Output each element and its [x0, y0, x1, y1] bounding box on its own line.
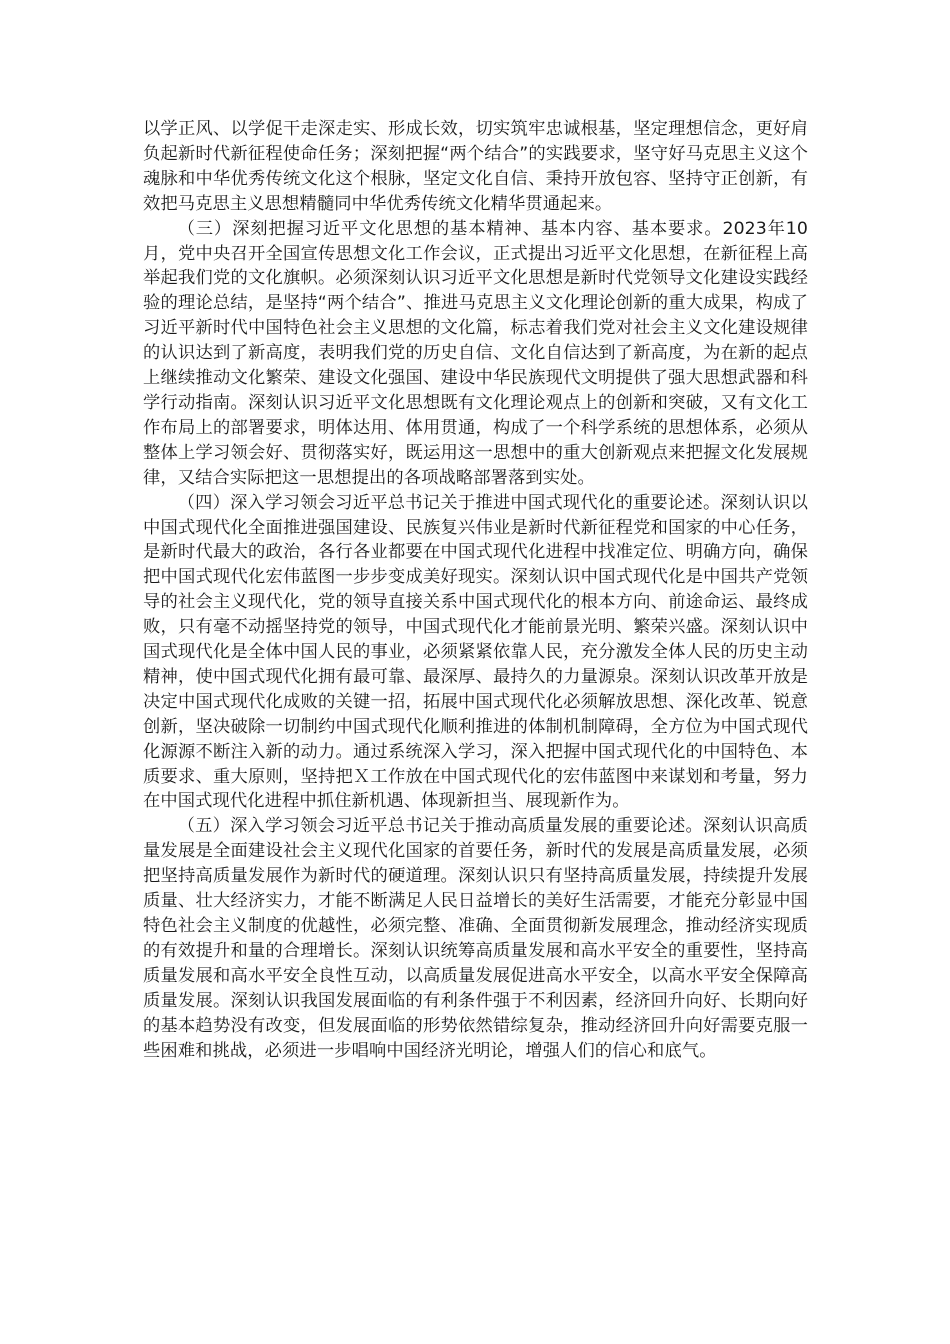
paragraph-continuation: 以学正风、以学促干走深走实、形成长效，切实筑牢忠诚根基，坚定理想信念，更好肩负起新时代新征程使命任务；深刻把握“两个结合”的实践要求，坚守好马克思主义这个魂脉和中华优秀传统文化这个根脉，坚定文化自信、秉持开放包容、坚持守正创新，有效把马克思主义思想精髓同中华优秀传统文化精华贯通起来。 — [143, 119, 808, 214]
paragraph-section-4: （四）深入学习领会习近平总书记关于推进中国式现代化的重要论述。深刻认识以中国式现代化全面推进强国建设、民族复兴伟业是新时代新征程党和国家的中心任务，是新时代最大的政治，各行各业都要在中国式现代化进程中找准定位、明确方向，确保把中国式现代化宏伟蓝图一步步变成美好现实。深刻认识中国式现代化是中国共产党领导的社会主义现代化，党的领导直接关系中国式现代化的根本方向、前途命运、最终成败，只有毫不动摇坚持党的领导，中国式现代化才能前景光明、繁荣兴盛。深刻认识中国式现代化是全体中国人民的事业，必须紧紧依靠人民，充分激发全体人民的历史主动精神，使中国式现代化拥有最可靠、最深厚、最持久的力量源泉。深刻认识改革开放是决定中国式现代化成败的关键一招，拓展中国式现代化必须解放思想、深化改革、锐意创新，坚决破除一切制约中国式现代化顺利推进的体制机制障碍，全方位为中国式现代化源源不断注入新的动力。通过系统深入学习，深入把握中国式现代化的中国特色、本质要求、重大原则，坚持把Ｘ工作放在中国式现代化的宏伟蓝图中来谋划和考量，努力在中国式现代化进程中抓住新机遇、体现新担当、展现新作为。 — [143, 492, 808, 812]
paragraph-section-5: （五）深入学习领会习近平总书记关于推动高质量发展的重要论述。深刻认识高质量发展是全面建设社会主义现代化国家的首要任务，新时代的发展是高质量发展，必须把坚持高质量发展作为新时代的硬道理。深刻认识只有坚持高质量发展，持续提升发展质量、壮大经济实力，才能不断满足人民日益增长的美好生活需要，才能充分彰显中国特色社会主义制度的优越性，必须完整、准确、全面贯彻新发展理念，推动经济实现质的有效提升和量的合理增长。深刻认识统筹高质量发展和高水平安全的重要性，坚持高质量发展和高水平安全良性互动，以高质量发展促进高水平安全，以高水平安全保障高质量发展。深刻认识我国发展面临的有利条件强于不利因素，经济回升向好、长期向好的基本趋势没有改变，但发展面临的形势依然错综复杂，推动经济回升向好需要克服一些困难和挑战，必须进一步唱响中国经济光明论，增强人们的信心和底气。 — [143, 816, 808, 1061]
paragraph-section-3: （三）深刻把握习近平文化思想的基本精神、基本内容、基本要求。2023年10月，党中央召开全国宣传思想文化工作会议，正式提出习近平文化思想，在新征程上高举起我们党的文化旗帜。必须深刻认识习近平文化思想是新时代党领导文化建设实践经验的理论总结，是坚持“两个结合”、推进马克思主义文化理论创新的重大成果，构成了习近平新时代中国特色社会主义思想的文化篇，标志着我们党对社会主义文化建设规律的认识达到了新高度，表明我们党的历史自信、文化自信达到了新高度，为在新的起点上继续推动文化繁荣、建设文化强国、建设中华民族现代文明提供了强大思想武器和科学行动指南。深刻认识习近平文化思想既有文化理论观点上的创新和突破，又有文化工作布局上的部署要求，明体达用、体用贯通，构成了一个科学系统的思想体系，必须从整体上学习领会好、贯彻落实好，既运用这一思想中的重大创新观点来把握文化发展规律，又结合实际把这一思想提出的各项战略部署落到实处。 — [143, 218, 808, 488]
document-body — [143, 117, 808, 1063]
